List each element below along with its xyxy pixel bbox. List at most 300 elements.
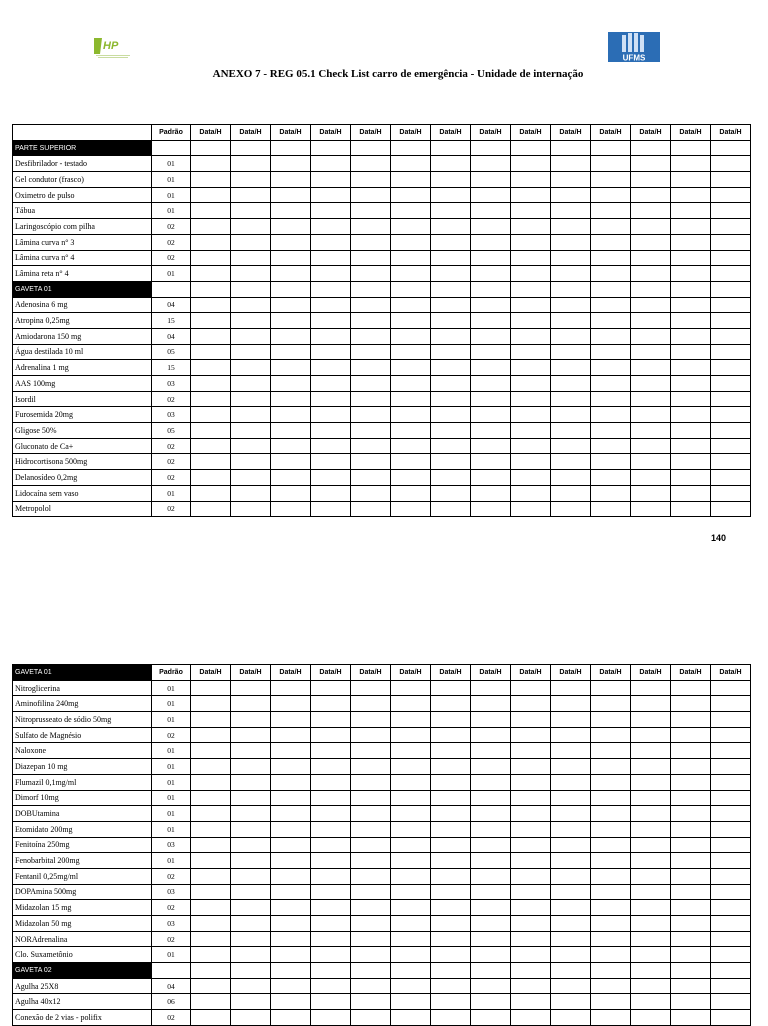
check-cell[interactable] bbox=[351, 868, 391, 884]
check-cell[interactable] bbox=[271, 994, 311, 1010]
check-cell[interactable] bbox=[511, 485, 551, 501]
check-cell[interactable] bbox=[591, 916, 631, 932]
check-cell[interactable] bbox=[391, 203, 431, 219]
check-cell[interactable] bbox=[431, 774, 471, 790]
check-cell[interactable] bbox=[311, 853, 351, 869]
check-cell[interactable] bbox=[191, 297, 231, 313]
check-cell[interactable] bbox=[231, 790, 271, 806]
check-cell[interactable] bbox=[511, 172, 551, 188]
check-cell[interactable] bbox=[311, 234, 351, 250]
check-cell[interactable] bbox=[551, 853, 591, 869]
check-cell[interactable] bbox=[391, 916, 431, 932]
check-cell[interactable] bbox=[551, 712, 591, 728]
check-cell[interactable] bbox=[431, 727, 471, 743]
check-cell[interactable] bbox=[511, 743, 551, 759]
check-cell[interactable] bbox=[511, 391, 551, 407]
check-cell[interactable] bbox=[191, 931, 231, 947]
check-cell[interactable] bbox=[231, 328, 271, 344]
check-cell[interactable] bbox=[551, 250, 591, 266]
check-cell[interactable] bbox=[551, 963, 591, 979]
check-cell[interactable] bbox=[311, 485, 351, 501]
check-cell[interactable] bbox=[431, 790, 471, 806]
check-cell[interactable] bbox=[271, 743, 311, 759]
check-cell[interactable] bbox=[391, 328, 431, 344]
check-cell[interactable] bbox=[711, 438, 751, 454]
check-cell[interactable] bbox=[551, 360, 591, 376]
check-cell[interactable] bbox=[631, 774, 671, 790]
check-cell[interactable] bbox=[391, 470, 431, 486]
check-cell[interactable] bbox=[231, 203, 271, 219]
check-cell[interactable] bbox=[431, 853, 471, 869]
check-cell[interactable] bbox=[551, 187, 591, 203]
check-cell[interactable] bbox=[431, 360, 471, 376]
check-cell[interactable] bbox=[711, 281, 751, 297]
check-cell[interactable] bbox=[711, 1010, 751, 1026]
check-cell[interactable] bbox=[391, 313, 431, 329]
check-cell[interactable] bbox=[311, 376, 351, 392]
check-cell[interactable] bbox=[671, 743, 711, 759]
check-cell[interactable] bbox=[311, 868, 351, 884]
check-cell[interactable] bbox=[391, 156, 431, 172]
check-cell[interactable] bbox=[231, 140, 271, 156]
check-cell[interactable] bbox=[511, 360, 551, 376]
check-cell[interactable] bbox=[671, 219, 711, 235]
check-cell[interactable] bbox=[711, 187, 751, 203]
check-cell[interactable] bbox=[231, 821, 271, 837]
check-cell[interactable] bbox=[231, 391, 271, 407]
check-cell[interactable] bbox=[631, 140, 671, 156]
check-cell[interactable] bbox=[551, 454, 591, 470]
check-cell[interactable] bbox=[471, 140, 511, 156]
check-cell[interactable] bbox=[191, 806, 231, 822]
check-cell[interactable] bbox=[591, 172, 631, 188]
check-cell[interactable] bbox=[271, 884, 311, 900]
check-cell[interactable] bbox=[191, 250, 231, 266]
check-cell[interactable] bbox=[351, 470, 391, 486]
check-cell[interactable] bbox=[191, 963, 231, 979]
check-cell[interactable] bbox=[551, 344, 591, 360]
check-cell[interactable] bbox=[551, 407, 591, 423]
check-cell[interactable] bbox=[191, 328, 231, 344]
check-cell[interactable] bbox=[191, 947, 231, 963]
check-cell[interactable] bbox=[351, 774, 391, 790]
check-cell[interactable] bbox=[231, 156, 271, 172]
check-cell[interactable] bbox=[711, 219, 751, 235]
check-cell[interactable] bbox=[391, 759, 431, 775]
check-cell[interactable] bbox=[711, 250, 751, 266]
check-cell[interactable] bbox=[191, 234, 231, 250]
check-cell[interactable] bbox=[471, 172, 511, 188]
check-cell[interactable] bbox=[351, 266, 391, 282]
check-cell[interactable] bbox=[471, 774, 511, 790]
check-cell[interactable] bbox=[591, 250, 631, 266]
check-cell[interactable] bbox=[471, 328, 511, 344]
check-cell[interactable] bbox=[711, 931, 751, 947]
check-cell[interactable] bbox=[511, 376, 551, 392]
check-cell[interactable] bbox=[311, 360, 351, 376]
check-cell[interactable] bbox=[631, 423, 671, 439]
check-cell[interactable] bbox=[391, 868, 431, 884]
check-cell[interactable] bbox=[191, 438, 231, 454]
check-cell[interactable] bbox=[711, 727, 751, 743]
check-cell[interactable] bbox=[671, 266, 711, 282]
check-cell[interactable] bbox=[711, 391, 751, 407]
check-cell[interactable] bbox=[271, 313, 311, 329]
check-cell[interactable] bbox=[231, 916, 271, 932]
check-cell[interactable] bbox=[271, 916, 311, 932]
check-cell[interactable] bbox=[511, 727, 551, 743]
check-cell[interactable] bbox=[631, 712, 671, 728]
check-cell[interactable] bbox=[351, 743, 391, 759]
check-cell[interactable] bbox=[391, 344, 431, 360]
check-cell[interactable] bbox=[591, 485, 631, 501]
check-cell[interactable] bbox=[191, 759, 231, 775]
check-cell[interactable] bbox=[191, 156, 231, 172]
check-cell[interactable] bbox=[591, 501, 631, 517]
check-cell[interactable] bbox=[391, 454, 431, 470]
check-cell[interactable] bbox=[351, 454, 391, 470]
check-cell[interactable] bbox=[711, 680, 751, 696]
check-cell[interactable] bbox=[231, 963, 271, 979]
check-cell[interactable] bbox=[191, 868, 231, 884]
check-cell[interactable] bbox=[591, 281, 631, 297]
check-cell[interactable] bbox=[271, 376, 311, 392]
check-cell[interactable] bbox=[191, 696, 231, 712]
check-cell[interactable] bbox=[231, 360, 271, 376]
check-cell[interactable] bbox=[671, 391, 711, 407]
check-cell[interactable] bbox=[351, 250, 391, 266]
check-cell[interactable] bbox=[711, 156, 751, 172]
check-cell[interactable] bbox=[631, 376, 671, 392]
check-cell[interactable] bbox=[351, 234, 391, 250]
check-cell[interactable] bbox=[471, 837, 511, 853]
check-cell[interactable] bbox=[391, 172, 431, 188]
check-cell[interactable] bbox=[431, 963, 471, 979]
check-cell[interactable] bbox=[231, 837, 271, 853]
check-cell[interactable] bbox=[311, 821, 351, 837]
check-cell[interactable] bbox=[271, 281, 311, 297]
check-cell[interactable] bbox=[271, 187, 311, 203]
check-cell[interactable] bbox=[671, 978, 711, 994]
check-cell[interactable] bbox=[711, 963, 751, 979]
check-cell[interactable] bbox=[191, 900, 231, 916]
check-cell[interactable] bbox=[191, 203, 231, 219]
check-cell[interactable] bbox=[311, 931, 351, 947]
check-cell[interactable] bbox=[671, 790, 711, 806]
check-cell[interactable] bbox=[591, 360, 631, 376]
check-cell[interactable] bbox=[271, 470, 311, 486]
check-cell[interactable] bbox=[631, 219, 671, 235]
check-cell[interactable] bbox=[711, 407, 751, 423]
check-cell[interactable] bbox=[191, 485, 231, 501]
check-cell[interactable] bbox=[351, 884, 391, 900]
check-cell[interactable] bbox=[711, 900, 751, 916]
check-cell[interactable] bbox=[351, 994, 391, 1010]
check-cell[interactable] bbox=[431, 423, 471, 439]
check-cell[interactable] bbox=[311, 344, 351, 360]
check-cell[interactable] bbox=[311, 423, 351, 439]
check-cell[interactable] bbox=[231, 485, 271, 501]
check-cell[interactable] bbox=[471, 821, 511, 837]
check-cell[interactable] bbox=[631, 884, 671, 900]
check-cell[interactable] bbox=[711, 759, 751, 775]
check-cell[interactable] bbox=[671, 680, 711, 696]
check-cell[interactable] bbox=[631, 900, 671, 916]
check-cell[interactable] bbox=[511, 696, 551, 712]
check-cell[interactable] bbox=[271, 234, 311, 250]
check-cell[interactable] bbox=[471, 947, 511, 963]
check-cell[interactable] bbox=[631, 391, 671, 407]
check-cell[interactable] bbox=[471, 1010, 511, 1026]
check-cell[interactable] bbox=[511, 712, 551, 728]
check-cell[interactable] bbox=[431, 219, 471, 235]
check-cell[interactable] bbox=[431, 281, 471, 297]
check-cell[interactable] bbox=[591, 454, 631, 470]
check-cell[interactable] bbox=[191, 423, 231, 439]
check-cell[interactable] bbox=[591, 696, 631, 712]
check-cell[interactable] bbox=[351, 900, 391, 916]
check-cell[interactable] bbox=[391, 774, 431, 790]
check-cell[interactable] bbox=[511, 821, 551, 837]
check-cell[interactable] bbox=[431, 884, 471, 900]
check-cell[interactable] bbox=[711, 297, 751, 313]
check-cell[interactable] bbox=[311, 219, 351, 235]
check-cell[interactable] bbox=[551, 931, 591, 947]
check-cell[interactable] bbox=[351, 485, 391, 501]
check-cell[interactable] bbox=[391, 712, 431, 728]
check-cell[interactable] bbox=[671, 853, 711, 869]
check-cell[interactable] bbox=[311, 438, 351, 454]
check-cell[interactable] bbox=[631, 853, 671, 869]
check-cell[interactable] bbox=[591, 140, 631, 156]
check-cell[interactable] bbox=[391, 806, 431, 822]
check-cell[interactable] bbox=[551, 485, 591, 501]
check-cell[interactable] bbox=[431, 187, 471, 203]
check-cell[interactable] bbox=[471, 501, 511, 517]
check-cell[interactable] bbox=[591, 297, 631, 313]
check-cell[interactable] bbox=[391, 219, 431, 235]
check-cell[interactable] bbox=[311, 837, 351, 853]
check-cell[interactable] bbox=[431, 806, 471, 822]
check-cell[interactable] bbox=[311, 743, 351, 759]
check-cell[interactable] bbox=[351, 978, 391, 994]
check-cell[interactable] bbox=[191, 140, 231, 156]
check-cell[interactable] bbox=[351, 947, 391, 963]
check-cell[interactable] bbox=[551, 743, 591, 759]
check-cell[interactable] bbox=[591, 313, 631, 329]
check-cell[interactable] bbox=[671, 963, 711, 979]
check-cell[interactable] bbox=[311, 250, 351, 266]
check-cell[interactable] bbox=[471, 344, 511, 360]
check-cell[interactable] bbox=[431, 900, 471, 916]
check-cell[interactable] bbox=[511, 994, 551, 1010]
check-cell[interactable] bbox=[671, 423, 711, 439]
check-cell[interactable] bbox=[711, 423, 751, 439]
check-cell[interactable] bbox=[431, 931, 471, 947]
check-cell[interactable] bbox=[511, 454, 551, 470]
check-cell[interactable] bbox=[231, 313, 271, 329]
check-cell[interactable] bbox=[511, 806, 551, 822]
check-cell[interactable] bbox=[271, 900, 311, 916]
check-cell[interactable] bbox=[511, 1010, 551, 1026]
check-cell[interactable] bbox=[591, 376, 631, 392]
check-cell[interactable] bbox=[231, 947, 271, 963]
check-cell[interactable] bbox=[231, 376, 271, 392]
check-cell[interactable] bbox=[431, 759, 471, 775]
check-cell[interactable] bbox=[311, 712, 351, 728]
check-cell[interactable] bbox=[391, 900, 431, 916]
check-cell[interactable] bbox=[711, 884, 751, 900]
check-cell[interactable] bbox=[511, 790, 551, 806]
check-cell[interactable] bbox=[631, 1010, 671, 1026]
check-cell[interactable] bbox=[351, 963, 391, 979]
check-cell[interactable] bbox=[671, 234, 711, 250]
check-cell[interactable] bbox=[711, 790, 751, 806]
check-cell[interactable] bbox=[191, 853, 231, 869]
check-cell[interactable] bbox=[511, 438, 551, 454]
check-cell[interactable] bbox=[631, 234, 671, 250]
check-cell[interactable] bbox=[431, 696, 471, 712]
check-cell[interactable] bbox=[511, 281, 551, 297]
check-cell[interactable] bbox=[431, 438, 471, 454]
check-cell[interactable] bbox=[431, 947, 471, 963]
check-cell[interactable] bbox=[471, 806, 511, 822]
check-cell[interactable] bbox=[391, 266, 431, 282]
check-cell[interactable] bbox=[711, 774, 751, 790]
check-cell[interactable] bbox=[551, 696, 591, 712]
check-cell[interactable] bbox=[391, 501, 431, 517]
check-cell[interactable] bbox=[271, 501, 311, 517]
check-cell[interactable] bbox=[671, 696, 711, 712]
check-cell[interactable] bbox=[391, 485, 431, 501]
check-cell[interactable] bbox=[511, 978, 551, 994]
check-cell[interactable] bbox=[511, 759, 551, 775]
check-cell[interactable] bbox=[591, 947, 631, 963]
check-cell[interactable] bbox=[631, 790, 671, 806]
check-cell[interactable] bbox=[431, 743, 471, 759]
check-cell[interactable] bbox=[471, 187, 511, 203]
check-cell[interactable] bbox=[191, 727, 231, 743]
check-cell[interactable] bbox=[471, 423, 511, 439]
check-cell[interactable] bbox=[311, 391, 351, 407]
check-cell[interactable] bbox=[191, 712, 231, 728]
check-cell[interactable] bbox=[551, 391, 591, 407]
check-cell[interactable] bbox=[271, 1010, 311, 1026]
check-cell[interactable] bbox=[351, 297, 391, 313]
check-cell[interactable] bbox=[631, 470, 671, 486]
check-cell[interactable] bbox=[351, 790, 391, 806]
check-cell[interactable] bbox=[311, 281, 351, 297]
check-cell[interactable] bbox=[231, 454, 271, 470]
check-cell[interactable] bbox=[311, 266, 351, 282]
check-cell[interactable] bbox=[391, 680, 431, 696]
check-cell[interactable] bbox=[191, 407, 231, 423]
check-cell[interactable] bbox=[551, 947, 591, 963]
check-cell[interactable] bbox=[631, 172, 671, 188]
check-cell[interactable] bbox=[671, 900, 711, 916]
check-cell[interactable] bbox=[511, 328, 551, 344]
check-cell[interactable] bbox=[511, 140, 551, 156]
check-cell[interactable] bbox=[231, 266, 271, 282]
check-cell[interactable] bbox=[431, 837, 471, 853]
check-cell[interactable] bbox=[351, 187, 391, 203]
check-cell[interactable] bbox=[511, 234, 551, 250]
check-cell[interactable] bbox=[351, 313, 391, 329]
check-cell[interactable] bbox=[631, 328, 671, 344]
check-cell[interactable] bbox=[191, 454, 231, 470]
check-cell[interactable] bbox=[271, 978, 311, 994]
check-cell[interactable] bbox=[591, 759, 631, 775]
check-cell[interactable] bbox=[431, 266, 471, 282]
check-cell[interactable] bbox=[671, 172, 711, 188]
check-cell[interactable] bbox=[671, 360, 711, 376]
check-cell[interactable] bbox=[471, 485, 511, 501]
check-cell[interactable] bbox=[351, 156, 391, 172]
check-cell[interactable] bbox=[671, 837, 711, 853]
check-cell[interactable] bbox=[431, 328, 471, 344]
check-cell[interactable] bbox=[431, 712, 471, 728]
check-cell[interactable] bbox=[231, 806, 271, 822]
check-cell[interactable] bbox=[671, 156, 711, 172]
check-cell[interactable] bbox=[271, 172, 311, 188]
check-cell[interactable] bbox=[511, 156, 551, 172]
check-cell[interactable] bbox=[631, 947, 671, 963]
check-cell[interactable] bbox=[631, 297, 671, 313]
check-cell[interactable] bbox=[311, 916, 351, 932]
check-cell[interactable] bbox=[351, 438, 391, 454]
check-cell[interactable] bbox=[631, 837, 671, 853]
check-cell[interactable] bbox=[671, 501, 711, 517]
check-cell[interactable] bbox=[551, 376, 591, 392]
check-cell[interactable] bbox=[351, 281, 391, 297]
check-cell[interactable] bbox=[271, 423, 311, 439]
check-cell[interactable] bbox=[271, 712, 311, 728]
check-cell[interactable] bbox=[271, 219, 311, 235]
check-cell[interactable] bbox=[511, 501, 551, 517]
check-cell[interactable] bbox=[631, 743, 671, 759]
check-cell[interactable] bbox=[671, 884, 711, 900]
check-cell[interactable] bbox=[471, 281, 511, 297]
check-cell[interactable] bbox=[191, 344, 231, 360]
check-cell[interactable] bbox=[551, 328, 591, 344]
check-cell[interactable] bbox=[311, 790, 351, 806]
check-cell[interactable] bbox=[351, 806, 391, 822]
check-cell[interactable] bbox=[431, 680, 471, 696]
check-cell[interactable] bbox=[231, 696, 271, 712]
check-cell[interactable] bbox=[271, 250, 311, 266]
check-cell[interactable] bbox=[631, 963, 671, 979]
check-cell[interactable] bbox=[711, 978, 751, 994]
check-cell[interactable] bbox=[711, 947, 751, 963]
check-cell[interactable] bbox=[591, 727, 631, 743]
check-cell[interactable] bbox=[191, 680, 231, 696]
check-cell[interactable] bbox=[391, 821, 431, 837]
check-cell[interactable] bbox=[271, 806, 311, 822]
check-cell[interactable] bbox=[191, 470, 231, 486]
check-cell[interactable] bbox=[311, 187, 351, 203]
check-cell[interactable] bbox=[711, 837, 751, 853]
check-cell[interactable] bbox=[351, 140, 391, 156]
check-cell[interactable] bbox=[551, 759, 591, 775]
check-cell[interactable] bbox=[471, 680, 511, 696]
check-cell[interactable] bbox=[471, 759, 511, 775]
check-cell[interactable] bbox=[711, 821, 751, 837]
check-cell[interactable] bbox=[271, 680, 311, 696]
check-cell[interactable] bbox=[511, 868, 551, 884]
check-cell[interactable] bbox=[431, 407, 471, 423]
check-cell[interactable] bbox=[671, 328, 711, 344]
check-cell[interactable] bbox=[311, 759, 351, 775]
